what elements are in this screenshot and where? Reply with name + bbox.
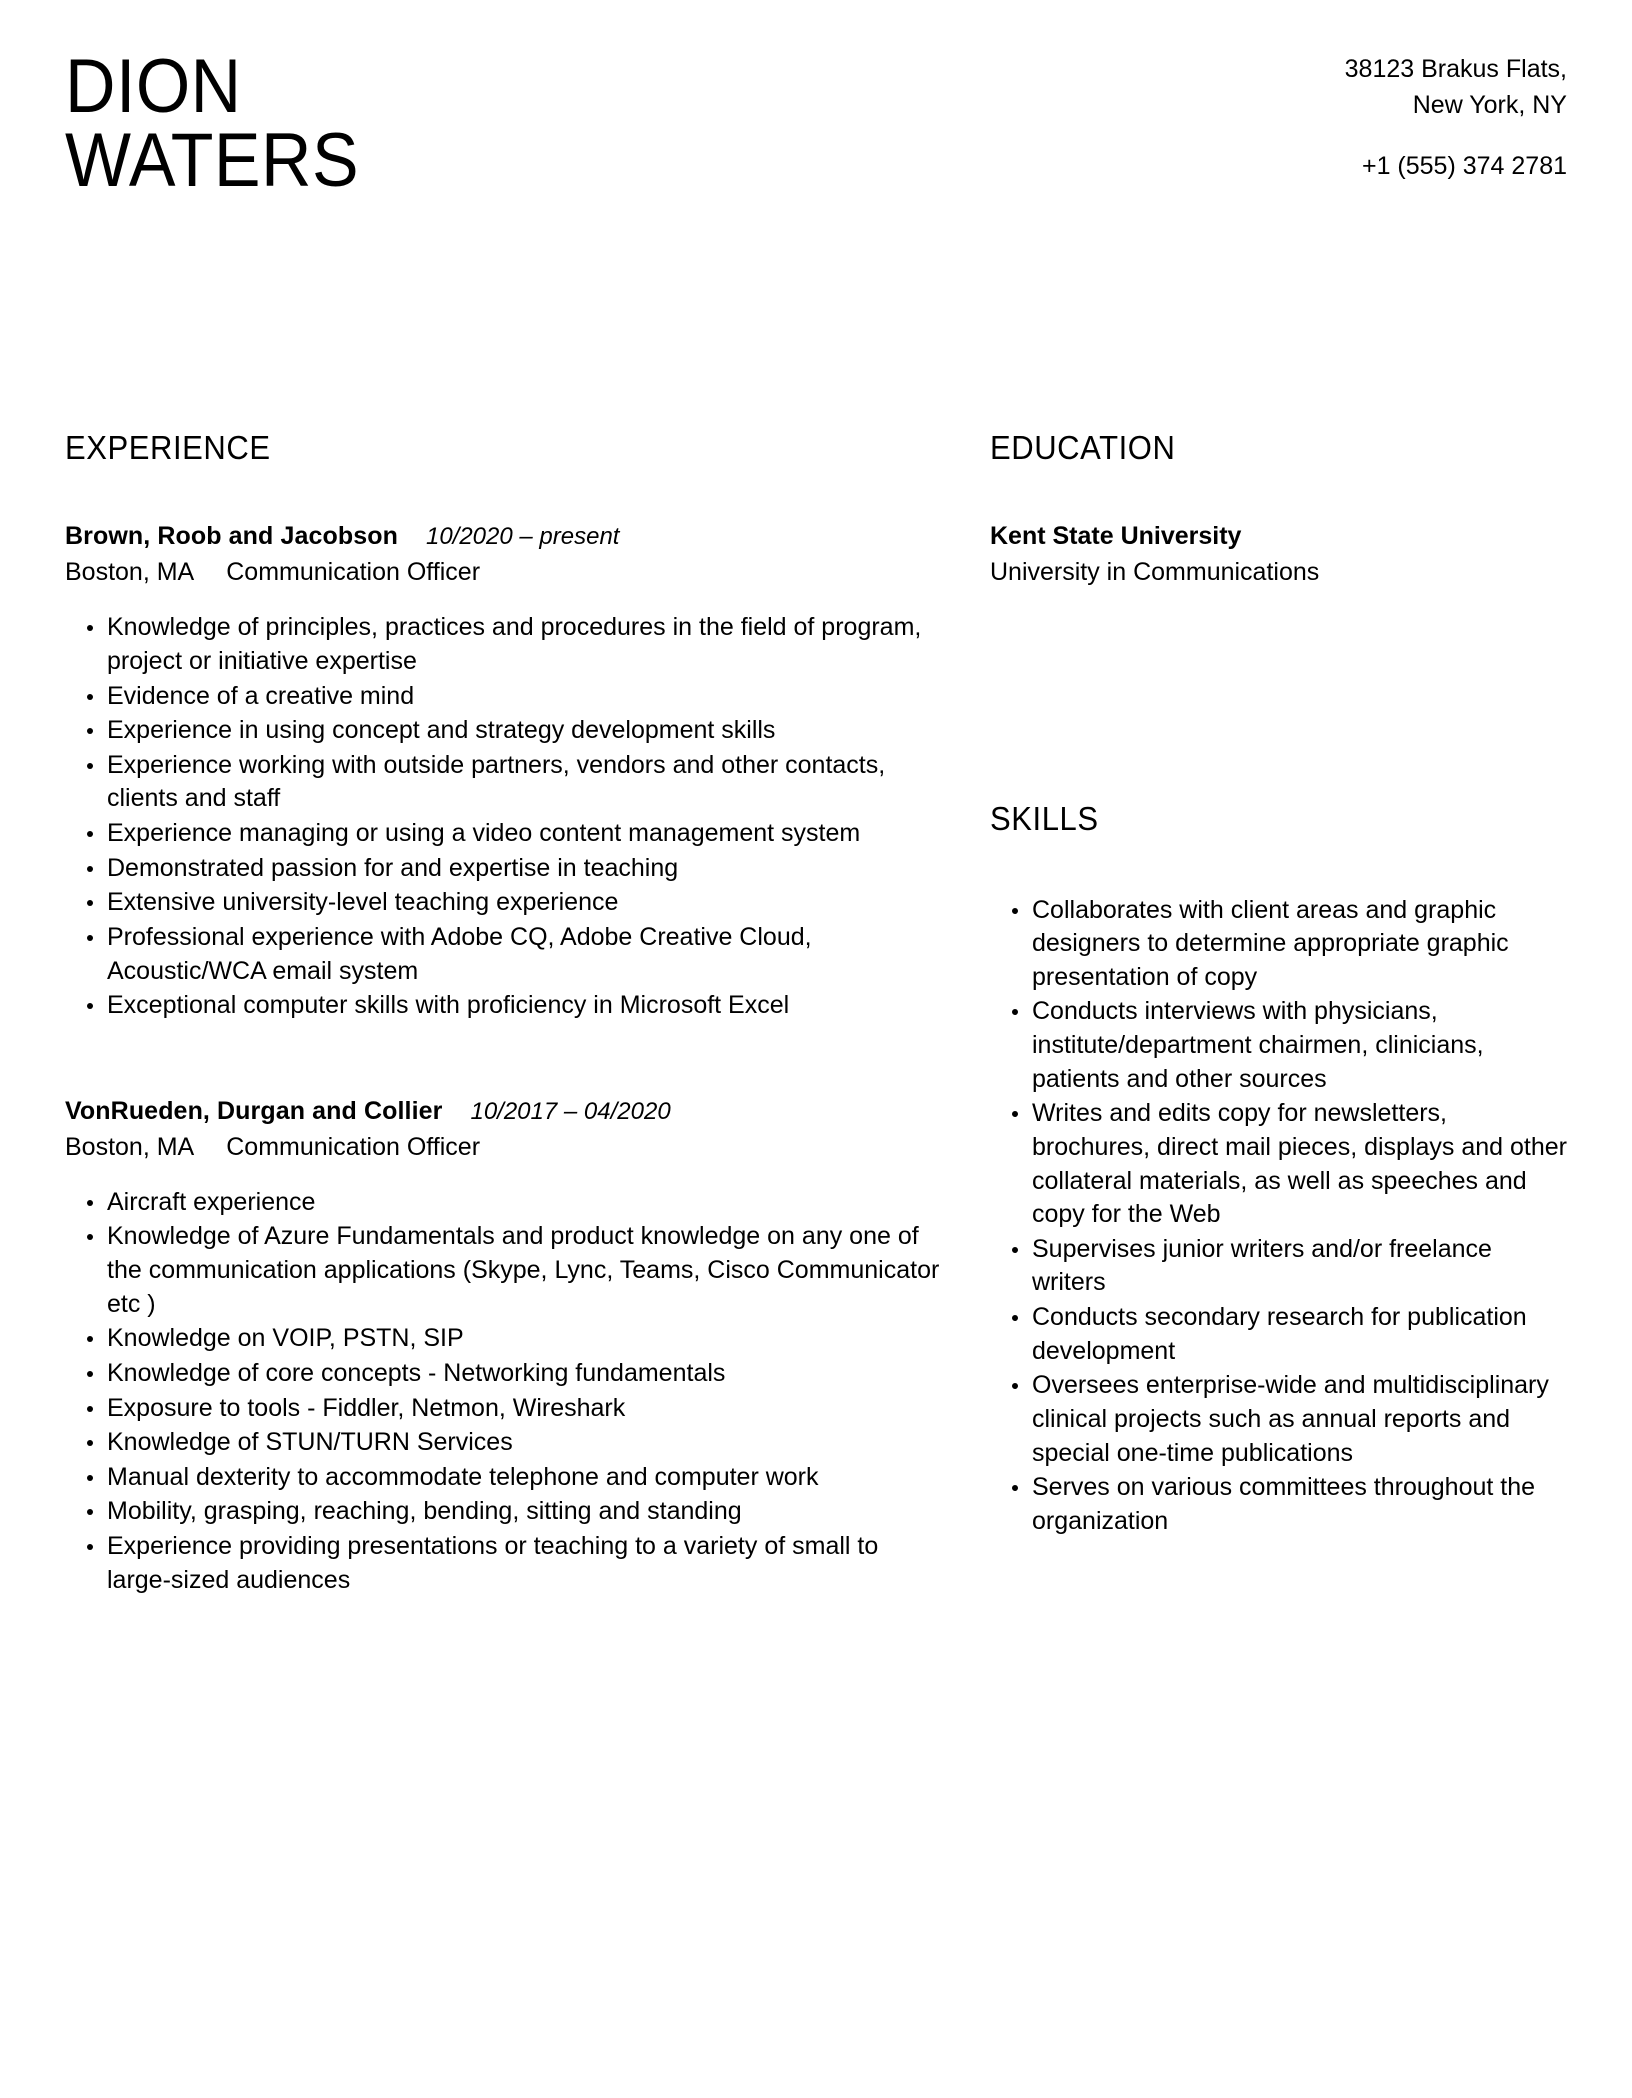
experience-entry <box>65 522 945 1023</box>
list-item: Mobility, grasping, reaching, bending, sitting and standing <box>65 1495 945 1529</box>
list-item: Demonstrated passion for and expertise in teaching <box>65 852 945 886</box>
name-first: DION <box>65 44 242 129</box>
experience-location: Boston, MA <box>65 558 195 587</box>
contact-address-line-2: New York, NY <box>1412 90 1567 119</box>
list-item: Exposure to tools - Fiddler, Netmon, Wireshark <box>65 1392 945 1426</box>
section-title-skills: SKILLS <box>990 800 1099 838</box>
experience-entry-header <box>65 1097 945 1126</box>
experience-bullet-list <box>65 611 945 1023</box>
education-degree: University in Communications <box>990 558 1320 587</box>
experience-location: Boston, MA <box>65 1132 195 1161</box>
list-item: Knowledge of core concepts - Networking fundamentals <box>65 1357 945 1391</box>
resume-body <box>65 430 1567 1609</box>
section-title-education: EDUCATION <box>990 429 1176 466</box>
list-item: Extensive university-level teaching experience <box>65 886 945 920</box>
experience-organization: VonRueden, Durgan and Collier <box>65 1096 443 1125</box>
list-item: Oversees enterprise-wide and multidisciplinary clinical projects such as annual reports and special one-time publications <box>990 1369 1567 1470</box>
list-item: Knowledge on VOIP, PSTN, SIP <box>65 1322 945 1356</box>
list-item: Supervises junior writers and/or freelance writers <box>990 1233 1567 1300</box>
education-school: Kent State University <box>990 522 1242 551</box>
experience-bullet-list <box>65 1186 945 1598</box>
experience-dates: 10/2017 – 04/2020 <box>470 1097 671 1125</box>
section-title-experience: EXPERIENCE <box>65 429 271 466</box>
list-item: Collaborates with client areas and graphic designers to determine appropriate graphic presentation of copy <box>990 894 1567 995</box>
contact-info <box>1345 46 1567 185</box>
experience-entry <box>65 1097 945 1598</box>
list-item: Knowledge of STUN/TURN Services <box>65 1426 945 1460</box>
experience-entry-subheader <box>65 558 945 587</box>
left-column <box>65 430 945 1609</box>
experience-organization: Brown, Roob and Jacobson <box>65 522 398 551</box>
resume-header <box>65 44 1567 203</box>
list-item: Serves on various committees throughout the organization <box>990 1471 1567 1538</box>
education-entry <box>990 522 1567 587</box>
list-item: Experience providing presentations or teaching to a variety of small to large-sized audiences <box>65 1530 945 1597</box>
list-item: Evidence of a creative mind <box>65 680 945 714</box>
list-item: Experience working with outside partners, vendors and other contacts, clients and staff <box>65 749 945 816</box>
right-column <box>990 430 1567 1539</box>
list-item: Knowledge of principles, practices and procedures in the field of program, project or initiative expertise <box>65 611 945 678</box>
experience-role: Communication Officer <box>226 1132 481 1161</box>
list-item: Exceptional computer skills with proficiency in Microsoft Excel <box>65 989 945 1023</box>
list-item: Manual dexterity to accommodate telephone and computer work <box>65 1461 945 1495</box>
list-item: Aircraft experience <box>65 1186 945 1220</box>
experience-role: Communication Officer <box>226 558 481 587</box>
experience-entry-header <box>65 522 945 551</box>
experience-entry-subheader <box>65 1133 945 1162</box>
contact-spacer <box>1345 123 1567 149</box>
skills-bullet-list <box>990 894 1567 1539</box>
list-item: Experience in using concept and strategy development skills <box>65 714 945 748</box>
name-last: WATERS <box>65 117 360 203</box>
list-item: Professional experience with Adobe CQ, Adobe Creative Cloud, Acoustic/WCA email system <box>65 921 945 988</box>
contact-phone: +1 (555) 374 2781 <box>1361 152 1567 180</box>
list-item: Experience managing or using a video content management system <box>65 817 945 851</box>
experience-dates: 10/2020 – present <box>425 523 620 551</box>
candidate-name <box>65 44 385 203</box>
list-item: Knowledge of Azure Fundamentals and product knowledge on any one of the communication applications (Skype, Lync, Teams, Cisco Communicator etc ) <box>65 1220 945 1321</box>
list-item: Conducts secondary research for publication development <box>990 1301 1567 1368</box>
list-item: Conducts interviews with physicians, institute/department chairmen, clinicians, patients and other sources <box>990 995 1567 1096</box>
list-item: Writes and edits copy for newsletters, brochures, direct mail pieces, displays and other collateral materials, as well as speeches and copy for the Web <box>990 1097 1567 1232</box>
contact-address-line-1: 38123 Brakus Flats, <box>1344 55 1567 83</box>
